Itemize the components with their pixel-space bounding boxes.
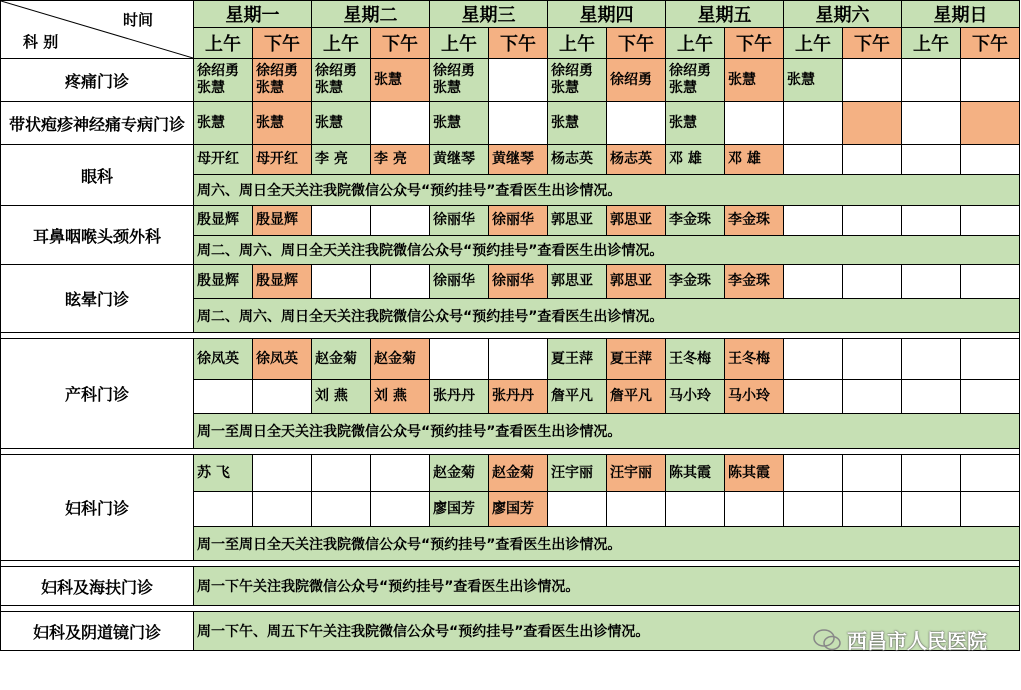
schedule-cell: [253, 380, 312, 414]
schedule-cell: [253, 492, 312, 527]
schedule-cell: [430, 380, 489, 414]
department-name: 产科门诊: [1, 339, 194, 449]
time-label: 时间: [122, 11, 153, 29]
pm-header: 下午: [843, 28, 902, 59]
schedule-cell: [843, 455, 902, 492]
schedule-cell: [784, 145, 843, 175]
doctor-name: 陈其霞: [669, 464, 711, 481]
doctor-name: 张慧: [551, 80, 579, 96]
schedule-cell: [666, 145, 725, 175]
schedule-cell: [725, 59, 784, 102]
pm-header: 下午: [253, 28, 312, 59]
doctor-name: 徐绍勇: [669, 63, 711, 79]
schedule-cell: [430, 102, 489, 145]
doctor-name: 赵金菊: [433, 464, 475, 481]
schedule-cell: [312, 265, 371, 299]
doctor-name: 张慧: [315, 114, 343, 131]
schedule-cell: [843, 206, 902, 236]
schedule-cell: [961, 492, 1020, 527]
schedule-cell: [430, 265, 489, 299]
schedule-cell: [371, 265, 430, 299]
doctor-name: 李金珠: [669, 212, 711, 228]
doctor-name: 郭思亚: [551, 273, 593, 289]
schedule-cell: [430, 206, 489, 236]
schedule-cell: [489, 206, 548, 236]
am-header: 上午: [430, 28, 489, 59]
schedule-cell: [784, 59, 843, 102]
schedule-cell: [194, 339, 253, 380]
schedule-cell: [607, 455, 666, 492]
schedule-cell: [489, 380, 548, 414]
schedule-note: 周一至周日全天关注我院微信公众号“预约挂号”查看医生出诊情况。: [194, 527, 1020, 561]
schedule-cell: [725, 455, 784, 492]
doctor-name: 张慧: [433, 80, 461, 96]
doctor-name: 刘 燕: [315, 388, 348, 404]
doctor-name: 母开红: [197, 151, 239, 167]
schedule-cell: [666, 455, 725, 492]
schedule-cell: [843, 380, 902, 414]
doctor-name: 马小玲: [669, 388, 711, 404]
schedule-cell: [607, 206, 666, 236]
schedule-cell: [784, 102, 843, 145]
day-header: 星期四: [548, 1, 666, 28]
schedule-cell: [253, 145, 312, 175]
schedule-cell: [843, 492, 902, 527]
schedule-cell: [902, 102, 961, 145]
doctor-name: 夏王萍: [610, 350, 652, 367]
schedule-cell: [371, 206, 430, 236]
schedule-cell: [725, 145, 784, 175]
pm-header: 下午: [607, 28, 666, 59]
schedule-cell: [194, 380, 253, 414]
schedule-cell: [548, 59, 607, 102]
doctor-name: 张慧: [551, 114, 579, 131]
doctor-name: 张慧: [669, 80, 697, 96]
schedule-cell: [371, 339, 430, 380]
pm-header: 下午: [725, 28, 784, 59]
schedule-cell: [784, 380, 843, 414]
schedule-note: 周一下午、周五下午关注我院微信公众号“预约挂号”查看医生出诊情况。: [194, 612, 1020, 651]
schedule-cell: [489, 339, 548, 380]
doctor-name: 殷显辉: [197, 273, 239, 289]
doctor-name: 张慧: [256, 80, 284, 96]
schedule-cell: [312, 102, 371, 145]
doctor-name: 王冬梅: [728, 350, 770, 367]
schedule-cell: [902, 206, 961, 236]
category-label: 科 别: [23, 33, 59, 51]
schedule-cell: [902, 455, 961, 492]
department-name: 眩晕门诊: [1, 265, 194, 333]
schedule-cell: [961, 59, 1020, 102]
schedule-cell: [725, 492, 784, 527]
schedule-cell: [784, 492, 843, 527]
schedule-cell: [548, 339, 607, 380]
day-header: 星期六: [784, 1, 902, 28]
schedule-cell: [548, 380, 607, 414]
schedule-cell: [961, 339, 1020, 380]
doctor-name: 郭思亚: [551, 212, 593, 228]
am-header: 上午: [902, 28, 961, 59]
schedule-cell: [961, 380, 1020, 414]
doctor-name: 李金珠: [728, 212, 770, 228]
doctor-name: 李 亮: [315, 151, 348, 167]
schedule-cell: [489, 492, 548, 527]
doctor-name: 张慧: [787, 71, 815, 88]
doctor-name: 汪宇丽: [610, 464, 652, 481]
doctor-name: 赵金菊: [492, 464, 534, 481]
doctor-name: 张丹丹: [492, 388, 534, 404]
am-header: 上午: [194, 28, 253, 59]
doctor-name: 张慧: [197, 114, 225, 131]
day-header: 星期五: [666, 1, 784, 28]
department-name: 带状疱疹神经痛专病门诊: [1, 102, 194, 145]
schedule-cell: [371, 455, 430, 492]
doctor-name: 张慧: [433, 114, 461, 131]
schedule-note: 周一至周日全天关注我院微信公众号“预约挂号”查看医生出诊情况。: [194, 414, 1020, 449]
schedule-cell: [843, 339, 902, 380]
doctor-name: 邓 雄: [728, 151, 761, 167]
pm-header: 下午: [961, 28, 1020, 59]
department-name: 妇科及阴道镜门诊: [1, 612, 194, 651]
doctor-name: 张慧: [728, 71, 756, 88]
doctor-name: 马小玲: [728, 388, 770, 404]
schedule-cell: [725, 380, 784, 414]
department-name: 疼痛门诊: [1, 59, 194, 102]
schedule-cell: [961, 145, 1020, 175]
schedule-cell: [902, 380, 961, 414]
schedule-cell: [312, 455, 371, 492]
doctor-name: 李金珠: [728, 273, 770, 289]
schedule-cell: [548, 102, 607, 145]
schedule-cell: [961, 455, 1020, 492]
schedule-cell: [430, 145, 489, 175]
doctor-name: 詹平凡: [610, 388, 652, 404]
schedule-cell: [312, 380, 371, 414]
am-header: 上午: [666, 28, 725, 59]
schedule-cell: [430, 339, 489, 380]
schedule-cell: [902, 492, 961, 527]
schedule-cell: [548, 145, 607, 175]
watermark: [813, 625, 987, 654]
doctor-name: 王冬梅: [669, 350, 711, 367]
doctor-name: 徐绍勇: [610, 71, 652, 88]
doctor-name: 苏 飞: [197, 464, 230, 481]
doctor-name: 张慧: [669, 114, 697, 131]
doctor-name: 黄继琴: [492, 151, 534, 167]
schedule-cell: [489, 59, 548, 102]
doctor-name: 徐绍勇: [315, 63, 357, 79]
department-name: 眼科: [1, 145, 194, 206]
schedule-cell: [430, 492, 489, 527]
doctor-name: 郭思亚: [610, 212, 652, 228]
schedule-cell: [194, 492, 253, 527]
schedule-cell: [312, 492, 371, 527]
doctor-name: 徐凤英: [256, 350, 298, 367]
schedule-cell: [607, 265, 666, 299]
schedule-cell: [548, 206, 607, 236]
doctor-name: 夏王萍: [551, 350, 593, 367]
schedule-cell: [607, 102, 666, 145]
doctor-name: 徐绍勇: [256, 63, 298, 79]
day-header: 星期二: [312, 1, 430, 28]
schedule-cell: [607, 380, 666, 414]
schedule-cell: [843, 265, 902, 299]
schedule-cell: [666, 102, 725, 145]
watermark-text: 西昌市人民医院: [847, 629, 987, 653]
doctor-name: 殷显辉: [256, 273, 298, 289]
schedule-cell: [194, 59, 253, 102]
pm-header: 下午: [371, 28, 430, 59]
schedule-cell: [371, 59, 430, 102]
schedule-cell: [489, 145, 548, 175]
schedule-cell: [666, 265, 725, 299]
schedule-cell: [194, 455, 253, 492]
doctor-name: 徐丽华: [433, 212, 475, 228]
doctor-name: 廖国芳: [433, 500, 475, 517]
doctor-name: 徐绍勇: [433, 63, 475, 79]
doctor-name: 杨志英: [610, 151, 652, 167]
schedule-cell: [371, 380, 430, 414]
schedule-cell: [843, 145, 902, 175]
schedule-cell: [489, 455, 548, 492]
am-header: 上午: [784, 28, 843, 59]
schedule-cell: [961, 206, 1020, 236]
doctor-name: 徐绍勇: [551, 63, 593, 79]
doctor-name: 张慧: [256, 114, 284, 131]
day-header: 星期一: [194, 1, 312, 28]
doctor-name: 张慧: [315, 80, 343, 96]
doctor-name: 李 亮: [374, 151, 407, 167]
schedule-cell: [312, 145, 371, 175]
schedule-cell: [489, 102, 548, 145]
schedule-cell: [194, 145, 253, 175]
schedule-cell: [902, 265, 961, 299]
schedule-cell: [725, 265, 784, 299]
doctor-name: 殷显辉: [197, 212, 239, 228]
schedule-cell: [430, 455, 489, 492]
doctor-name: 刘 燕: [374, 388, 407, 404]
schedule-note: 周六、周日全天关注我院微信公众号“预约挂号”查看医生出诊情况。: [194, 175, 1020, 206]
schedule-cell: [784, 339, 843, 380]
schedule-cell: [784, 455, 843, 492]
schedule-cell: [784, 265, 843, 299]
schedule-cell: [784, 206, 843, 236]
am-header: 上午: [548, 28, 607, 59]
schedule-cell: [371, 102, 430, 145]
schedule-cell: [843, 59, 902, 102]
schedule-cell: [253, 265, 312, 299]
doctor-name: 张慧: [197, 80, 225, 96]
schedule-note: 周一下午关注我院微信公众号“预约挂号”查看医生出诊情况。: [194, 567, 1020, 606]
schedule-cell: [312, 206, 371, 236]
doctor-name: 汪宇丽: [551, 464, 593, 481]
schedule-cell: [430, 59, 489, 102]
doctor-name: 母开红: [256, 151, 298, 167]
doctor-name: 邓 雄: [669, 151, 702, 167]
doctor-name: 廖国芳: [492, 500, 534, 517]
department-name: 耳鼻咽喉头颈外科: [1, 206, 194, 265]
doctor-name: 徐凤英: [197, 350, 239, 367]
schedule-cell: [666, 492, 725, 527]
doctor-name: 赵金菊: [315, 350, 357, 367]
doctor-name: 张丹丹: [433, 388, 475, 404]
doctor-name: 郭思亚: [610, 273, 652, 289]
schedule-cell: [961, 102, 1020, 145]
schedule-cell: [902, 59, 961, 102]
schedule-note: 周二、周六、周日全天关注我院微信公众号“预约挂号”查看医生出诊情况。: [194, 236, 1020, 265]
schedule-cell: [961, 265, 1020, 299]
header-corner: [1, 1, 194, 59]
doctor-name: 陈其霞: [728, 464, 770, 481]
wechat-icon: [813, 629, 841, 651]
schedule-cell: [194, 206, 253, 236]
schedule-cell: [548, 492, 607, 527]
doctor-name: 黄继琴: [433, 151, 475, 167]
schedule-cell: [371, 145, 430, 175]
doctor-name: 李金珠: [669, 273, 711, 289]
schedule-cell: [607, 59, 666, 102]
schedule-cell: [489, 265, 548, 299]
day-header: 星期三: [430, 1, 548, 28]
schedule-cell: [725, 339, 784, 380]
schedule-cell: [666, 206, 725, 236]
am-header: 上午: [312, 28, 371, 59]
schedule-cell: [548, 455, 607, 492]
doctor-name: 徐丽华: [492, 273, 534, 289]
doctor-name: 殷显辉: [256, 212, 298, 228]
doctor-name: 张慧: [374, 71, 402, 88]
schedule-cell: [253, 59, 312, 102]
department-name: 妇科门诊: [1, 455, 194, 561]
schedule-cell: [253, 339, 312, 380]
schedule-cell: [253, 455, 312, 492]
doctor-name: 徐绍勇: [197, 63, 239, 79]
day-header: 星期日: [902, 1, 1020, 28]
schedule-cell: [725, 102, 784, 145]
schedule-cell: [253, 206, 312, 236]
schedule-cell: [666, 59, 725, 102]
doctor-name: 杨志英: [551, 151, 593, 167]
pm-header: 下午: [489, 28, 548, 59]
department-name: 妇科及海扶门诊: [1, 567, 194, 606]
schedule-cell: [843, 102, 902, 145]
doctor-name: 徐丽华: [492, 212, 534, 228]
schedule-cell: [253, 102, 312, 145]
schedule-cell: [607, 145, 666, 175]
schedule-cell: [194, 265, 253, 299]
doctor-name: 詹平凡: [551, 388, 593, 404]
schedule-cell: [607, 339, 666, 380]
schedule-note: 周二、周六、周日全天关注我院微信公众号“预约挂号”查看医生出诊情况。: [194, 299, 1020, 333]
schedule-cell: [312, 59, 371, 102]
doctor-name: 徐丽华: [433, 273, 475, 289]
schedule-cell: [666, 380, 725, 414]
schedule-cell: [666, 339, 725, 380]
schedule-cell: [312, 339, 371, 380]
schedule-cell: [725, 206, 784, 236]
schedule-cell: [607, 492, 666, 527]
schedule-cell: [548, 265, 607, 299]
schedule-cell: [371, 492, 430, 527]
doctor-name: 赵金菊: [374, 350, 416, 367]
schedule-cell: [902, 339, 961, 380]
schedule-cell: [194, 102, 253, 145]
schedule-cell: [902, 145, 961, 175]
